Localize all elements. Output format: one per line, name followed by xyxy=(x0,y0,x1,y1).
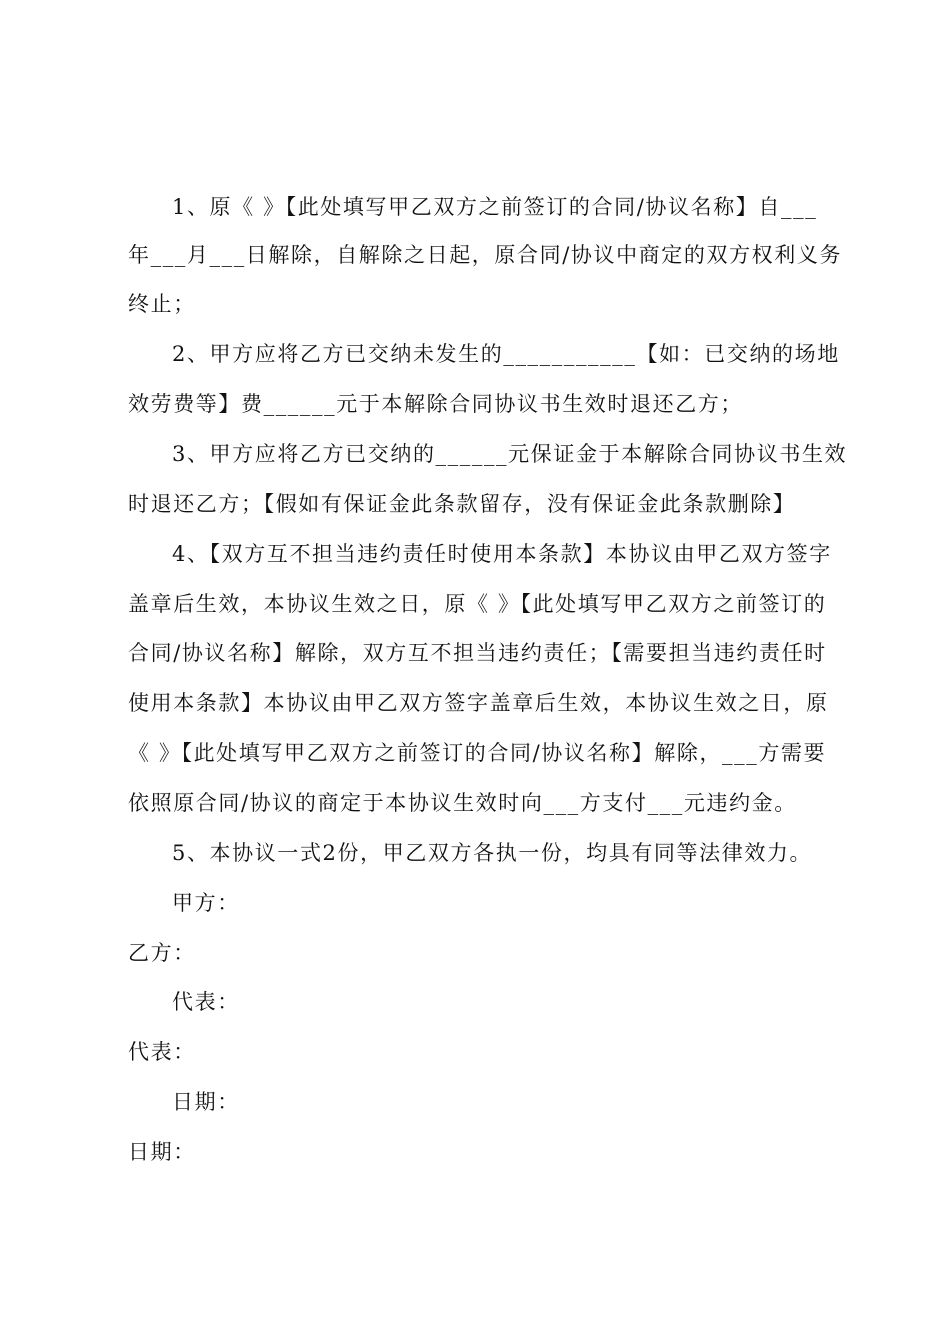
clause-4-line-1: 4、【双方互不担当违约责任时使用本条款】本协议由甲乙双方签字 xyxy=(172,542,832,566)
clause-3-line-2: 时退还乙方；【假如有保证金此条款留存，没有保证金此条款删除】 xyxy=(128,492,796,516)
clause-4-line-6: 依照原合同/协议的商定于本协议生效时向___方支付___元违约金。 xyxy=(128,791,797,815)
party-a-representative-label: 代表： xyxy=(172,990,240,1014)
clause-5-line-1: 5、本协议一式2份，甲乙双方各执一份，均具有同等法律效力。 xyxy=(172,841,813,865)
clause-3-line-1: 3、甲方应将乙方已交纳的______元保证金于本解除合同协议书生效 xyxy=(172,442,848,466)
party-a-label: 甲方： xyxy=(172,891,240,915)
party-a-date-label: 日期： xyxy=(172,1090,240,1114)
clause-1-line-1: 1、原《 》【此处填写甲乙双方之前签订的合同/协议名称】自___ xyxy=(172,195,818,219)
clause-4-line-4: 使用本条款】本协议由甲乙双方签字盖章后生效，本协议生效之日，原 xyxy=(128,691,829,715)
party-b-date-label: 日期： xyxy=(128,1140,196,1164)
clause-4-line-2: 盖章后生效，本协议生效之日，原《 》【此处填写甲乙双方之前签订的 xyxy=(128,592,827,616)
clause-1-line-3: 终止； xyxy=(128,292,196,316)
clause-4-line-5: 《 》【此处填写甲乙双方之前签订的合同/协议名称】解除，___方需要 xyxy=(128,741,827,765)
party-b-label: 乙方： xyxy=(128,941,196,965)
party-b-representative-label: 代表： xyxy=(128,1040,196,1064)
clause-1-line-2: 年___月___日解除，自解除之日起，原合同/协议中商定的双方权利义务 xyxy=(128,243,843,267)
clause-2-line-2: 效劳费等】费______元于本解除合同协议书生效时退还乙方； xyxy=(128,392,743,416)
clause-4-line-3: 合同/协议名称】解除，双方互不担当违约责任；【需要担当违约责任时 xyxy=(128,641,827,665)
clause-2-line-1: 2、甲方应将乙方已交纳未发生的___________【如：已交纳的场地 xyxy=(172,342,840,366)
